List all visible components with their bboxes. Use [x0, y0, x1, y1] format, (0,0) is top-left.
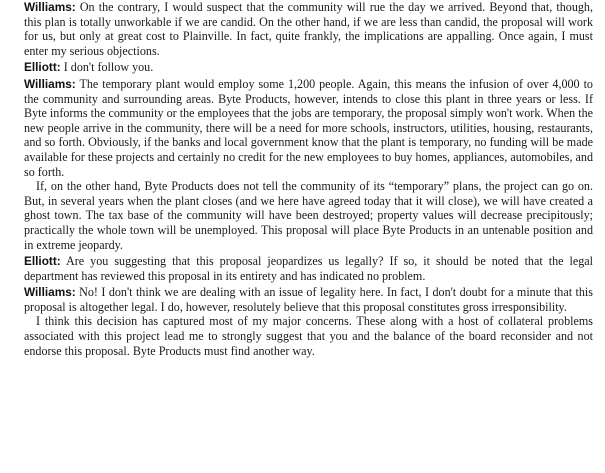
dialogue-turn: [6, 0, 593, 58]
speaker-name: Williams:: [24, 285, 76, 300]
dialogue-text: No! I don't think we are dealing with an issue of legality here. In fact, I don't doubt for a minute that this proposal is altogether legal. I do, however, resolutely believe that this proposal constitutes gross irresponsibility.: [24, 285, 593, 314]
dialogue-turn: [6, 77, 593, 252]
speaker-name: Elliott:: [24, 60, 61, 75]
dialogue-text: The temporary plant would employ some 1,200 people. Again, this means the infusion of over 4,000 to the community and surrounding areas. Byte Products, however, intends to close this plant in three years or less. If Byte informs the community or the employees that the jobs are temporary, the proposal simply won't work. When the new people arrive in the community, there will be a need for more schools, instructors, utilities, housing, restaurants, and so forth. Obviously, if the banks and local government know that the plant is temporary, no funding will be made available for these projects and certainly no credit for the new employees to buy homes, appliances, automobiles, and so forth.: [24, 76, 593, 179]
dialogue-text: Are you suggesting that this proposal jeopardizes us legally? If so, it should be noted that the legal department has reviewed this proposal in its entirety and has indicated no problem.: [24, 254, 593, 283]
dialogue-paragraph: [24, 285, 593, 314]
dialogue-turn: [6, 285, 593, 358]
dialogue-paragraph: I think this decision has captured most of my major concerns. These along with a host of collateral problems associated with this project lead me to strongly suggest that you and the balance of the board reconsider and not endorse this proposal. Byte Products must find another way.: [24, 314, 593, 358]
dialogue-paragraph: [24, 60, 593, 75]
dialogue-turn: [6, 254, 593, 283]
dialogue-paragraph: [24, 254, 593, 283]
speaker-name: Elliott:: [24, 254, 61, 269]
speaker-name: Williams:: [24, 76, 76, 91]
speaker-name: Williams:: [24, 0, 76, 14]
dialogue-turn: [6, 60, 593, 75]
dialogue-paragraph: [24, 0, 593, 58]
dialogue-text: I don't follow you.: [63, 60, 154, 75]
dialogue-paragraph: If, on the other hand, Byte Products does not tell the community of its “temporary” plans, the project can go on. But, in several years when the plant closes (and we here have agreed today that it will close), we will have created a ghost town. The tax base of the community will have been destroyed; property values will decrease precipitously; practically the whole town will be unemployed. This proposal will place Byte Products in an untenable position and in extreme jeopardy.: [24, 179, 593, 252]
dialogue-text: On the contrary, I would suspect that the community will rue the day we arrived. Beyond that, though, this plan is totally unworkable if we are candid. On the other hand, if we are less than candid, the proposal will work for us, but only at great cost to Plainville. In fact, quite frankly, the implications are appalling. Once again, I must enter my serious objections.: [24, 0, 593, 58]
dialogue-paragraph: [24, 77, 593, 179]
